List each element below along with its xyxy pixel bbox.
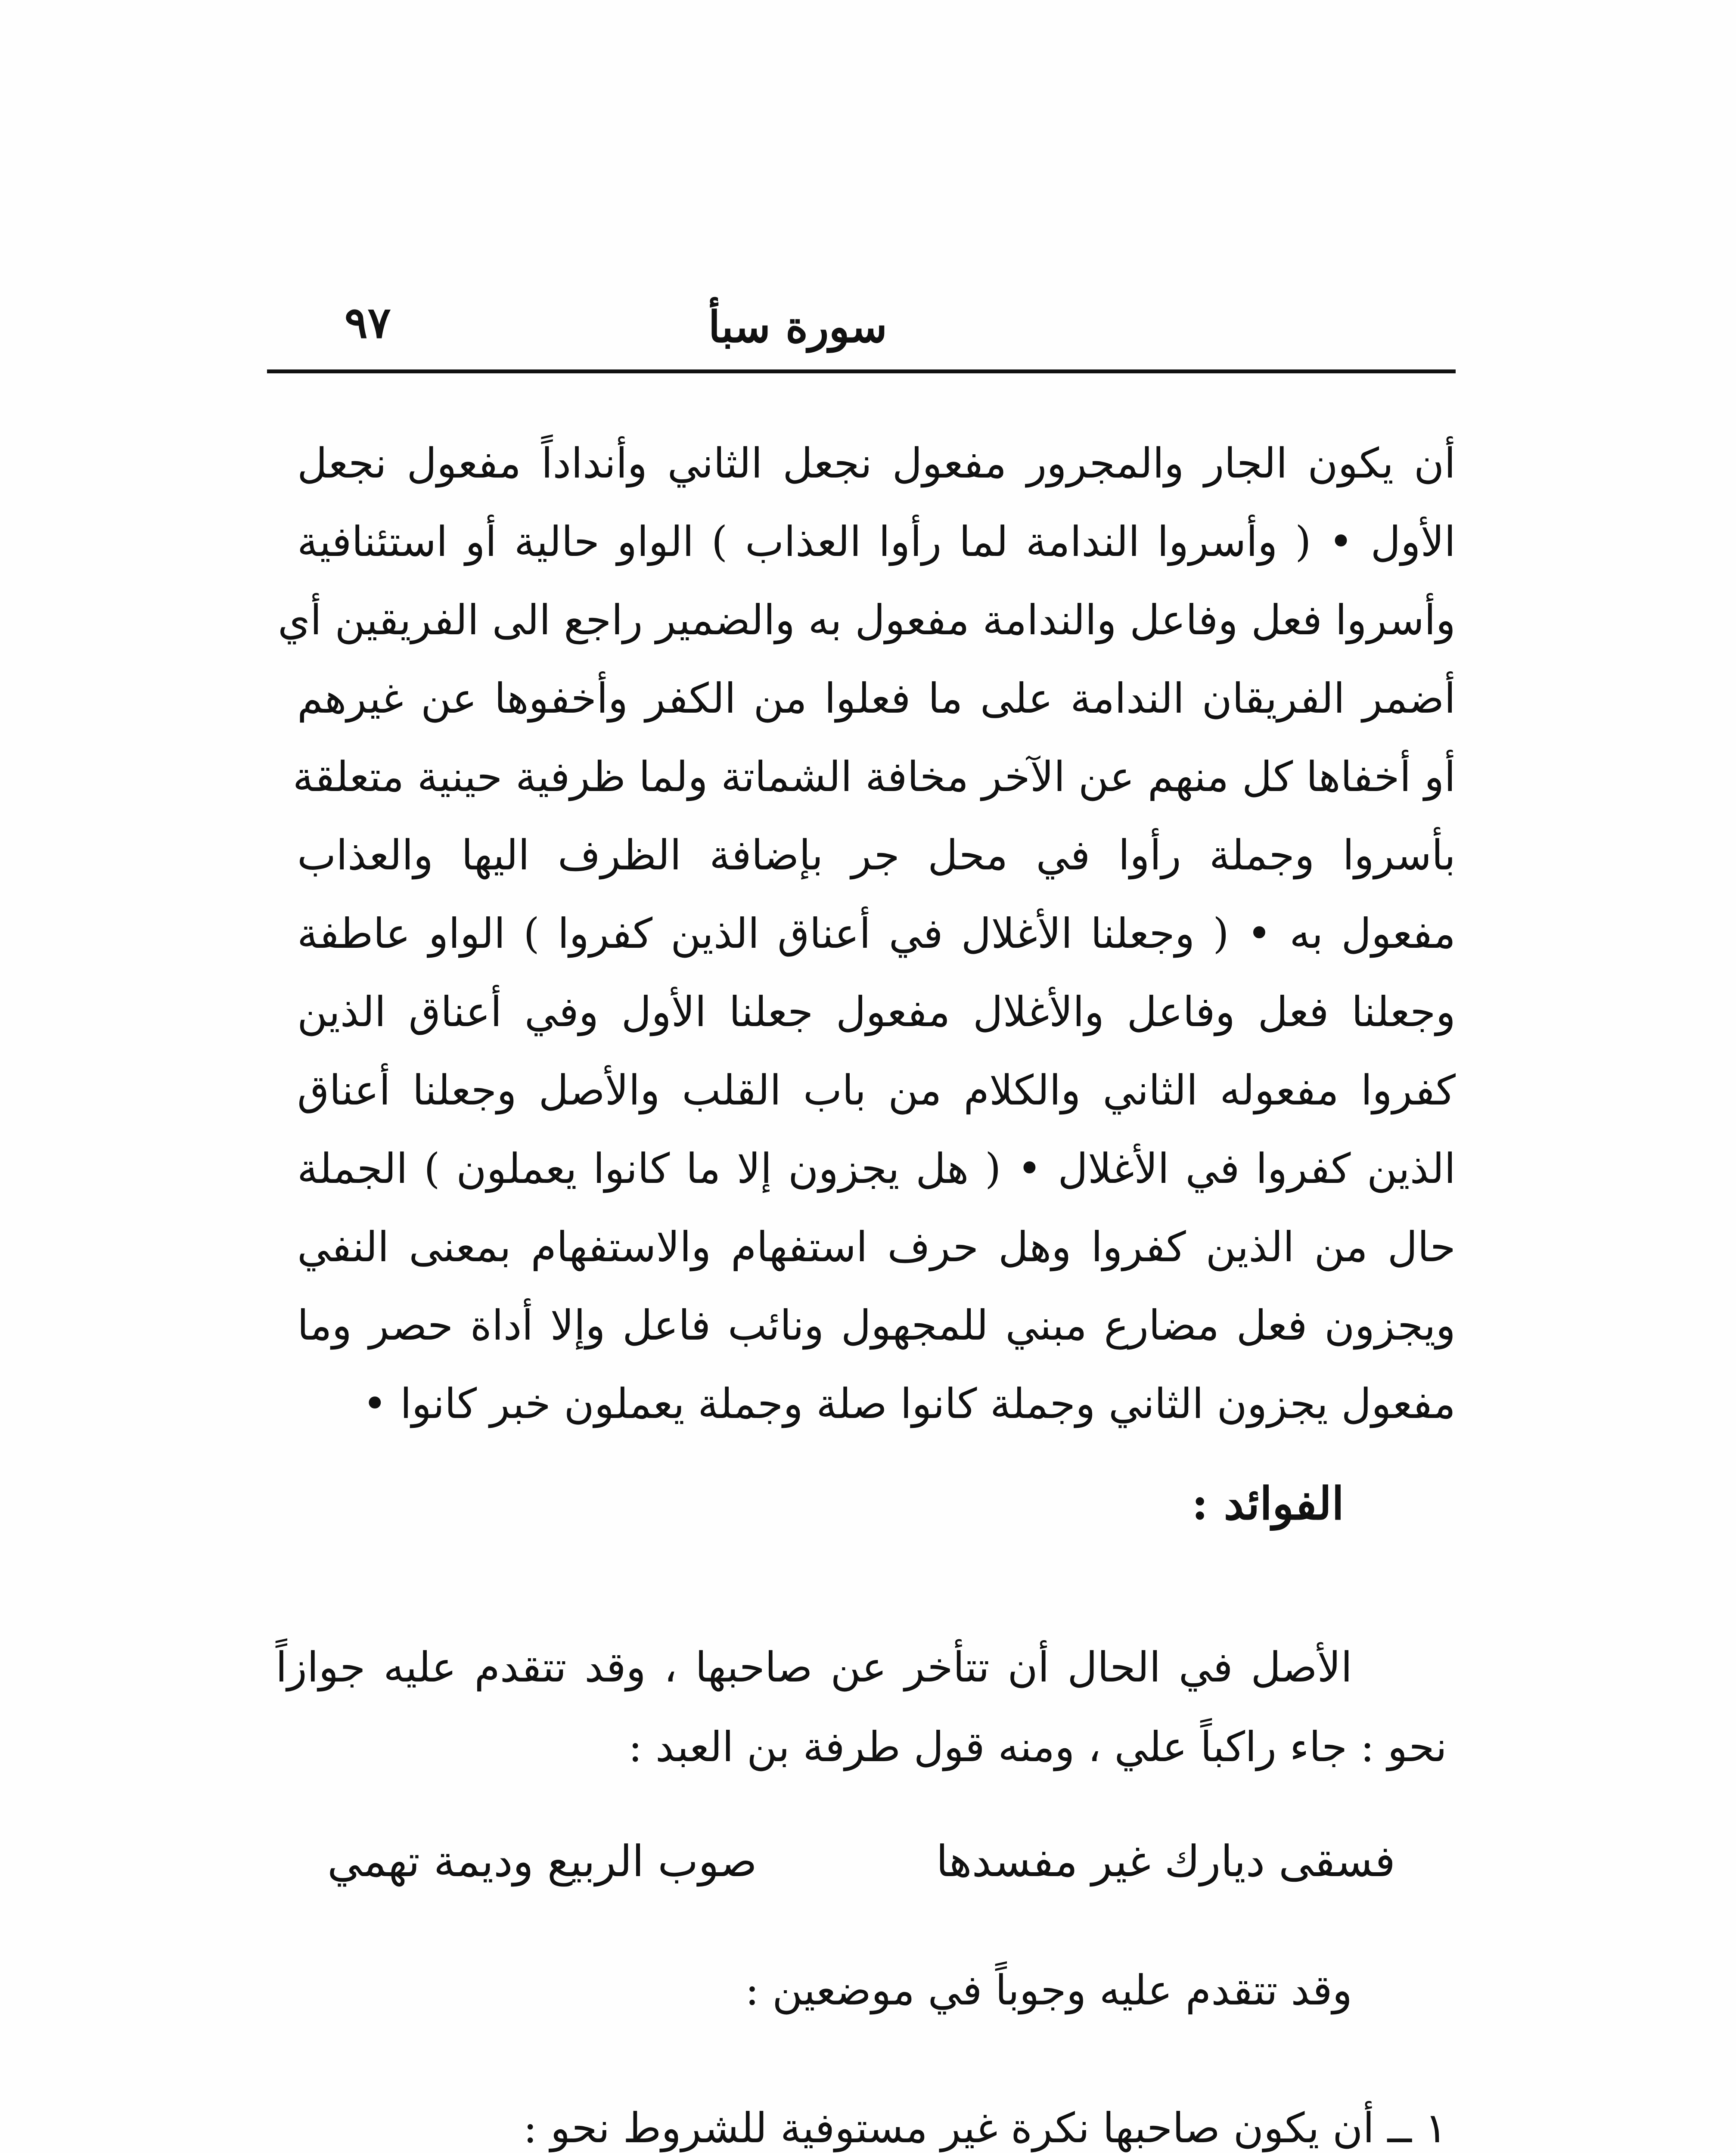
text-line: وقد تتقدم عليه وجوباً في موضعين : bbox=[745, 1966, 1352, 2014]
text-line: وجعلنا فعل وفاعل والأغلال مفعول جعلنا الأول وفي أعناق الذين bbox=[297, 988, 1456, 1036]
text-line: وأسروا فعل وفاعل والندامة مفعول به والضمير راجع الى الفريقين أي bbox=[277, 596, 1456, 644]
text-line: أو أخفاها كل منهم عن الآخر مخافة الشماتة ولما ظرفية حينية متعلقة bbox=[292, 753, 1456, 801]
grammatical-analysis-paragraph bbox=[277, 424, 1456, 1443]
positions-intro-line bbox=[276, 1951, 1447, 2030]
text-line: نحو : جاء راكباً علي ، ومنه قول طرفة بن العبد : bbox=[628, 1723, 1447, 1771]
text-line: أن يكون الجار والمجرور مفعول نجعل الثاني وأنداداً مفعول نجعل bbox=[297, 439, 1456, 487]
text-line: ويجزون فعل مضارع مبني للمجهول ونائب فاعل وإلا أداة حصر وما bbox=[297, 1301, 1456, 1350]
running-title: سورة سبأ bbox=[708, 301, 887, 352]
page-number: ٩٧ bbox=[345, 297, 391, 348]
text-line: الأول • ( وأسروا الندامة لما رأوا العذاب ) الواو حالية أو استئنافية bbox=[297, 518, 1456, 566]
text-line: مفعول به • ( وجعلنا الأغلال في أعناق الذين كفروا ) الواو عاطفة bbox=[297, 909, 1456, 958]
header-rule bbox=[267, 369, 1456, 373]
text-line: الأصل في الحال أن تتأخر عن صاحبها ، وقد تتقدم عليه جوازاً bbox=[276, 1643, 1352, 1691]
verse-second-hemistich: صوب الربيع وديمة تهمي bbox=[327, 1836, 757, 1886]
section-heading: الفوائد : bbox=[1192, 1477, 1344, 1530]
text-line: أضمر الفريقان الندامة على ما فعلوا من الكفر وأخفوها عن غيرهم bbox=[297, 674, 1456, 723]
poetry-verse bbox=[327, 1821, 1395, 1901]
text-line: مفعول يجزون الثاني وجملة كانوا صلة وجملة يعملون خبر كانوا • bbox=[362, 1380, 1456, 1428]
text-line: ١ ــ أن يكون صاحبها نكرة غير مستوفية للشروط نحو : bbox=[523, 2104, 1447, 2152]
text-line: بأسروا وجملة رأوا في محل جر بإضافة الظرف اليها والعذاب bbox=[297, 831, 1456, 879]
text-line: الذين كفروا في الأغلال • ( هل يجزون إلا ما كانوا يعملون ) الجملة bbox=[297, 1145, 1456, 1193]
page-header bbox=[267, 293, 1456, 357]
numbered-item-one bbox=[276, 2088, 1447, 2153]
text-line: كفروا مفعوله الثاني والكلام من باب القلب والأصل وجعلنا أعناق bbox=[297, 1066, 1456, 1114]
verse-first-hemistich: فسقى ديارك غير مفسدها bbox=[936, 1836, 1395, 1886]
text-line: حال من الذين كفروا وهل حرف استفهام والاستفهام بمعنى النفي bbox=[297, 1223, 1456, 1271]
intro-paragraph bbox=[276, 1628, 1447, 1787]
